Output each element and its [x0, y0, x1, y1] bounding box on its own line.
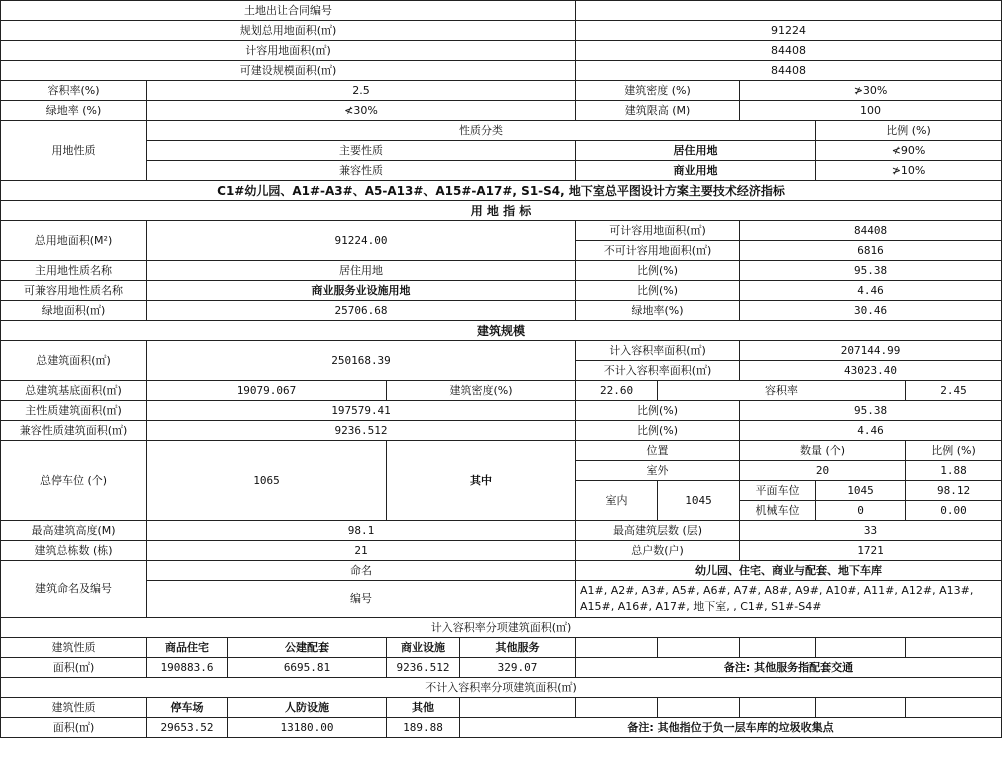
parking-mech-count: 0 [816, 501, 906, 521]
nonfar-breakdown-value: 189.88 [387, 718, 460, 738]
far-breakdown-col: 商品住宅 [147, 638, 228, 658]
parking-position-label: 位置 [576, 441, 740, 461]
main-nature-ratio: ≮90% [816, 141, 1002, 161]
parking-outdoor-ratio: 1.88 [906, 461, 1002, 481]
far-value: 2.5 [147, 81, 576, 101]
far-breakdown-value: 190883.6 [147, 658, 228, 678]
far-breakdown-value: 329.07 [460, 658, 576, 678]
compat-use-ratio-label: 比例(%) [576, 281, 740, 301]
table-row [1, 81, 1002, 101]
households-value: 1721 [740, 541, 1002, 561]
density-value: ≯30% [740, 81, 1002, 101]
max-floors-label: 最高建筑层数 (层) [576, 521, 740, 541]
green-rate-value: 30.46 [740, 301, 1002, 321]
table-row [1, 1, 1002, 21]
empty-cell [576, 638, 658, 658]
far-area-label: 计入容积率面积(㎡) [576, 341, 740, 361]
nonfar-breakdown-area-label: 面积(㎡) [1, 718, 147, 738]
countable-area-label: 可计容用地面积(㎡) [576, 221, 740, 241]
building-total-area-value: 250168.39 [147, 341, 576, 381]
compat-area-value: 9236.512 [147, 421, 576, 441]
total-buildings-value: 21 [147, 541, 576, 561]
nonfar-breakdown-col: 人防设施 [228, 698, 387, 718]
far-breakdown-col: 商业设施 [387, 638, 460, 658]
nonfar-breakdown-title: 不计入容积率分项建筑面积(㎡) [1, 678, 1002, 698]
parking-label: 总停车位 (个) [1, 441, 147, 521]
table-row [1, 401, 1002, 421]
main-use-label: 主用地性质名称 [1, 261, 147, 281]
parking-surface-ratio: 98.12 [906, 481, 1002, 501]
compat-use-value: 商业服务业设施用地 [147, 281, 576, 301]
table-row [1, 281, 1002, 301]
table-row [1, 41, 1002, 61]
far-breakdown-col: 公建配套 [228, 638, 387, 658]
main-area-ratio: 95.38 [740, 401, 1002, 421]
compat-area-ratio: 4.46 [740, 421, 1002, 441]
table-row [1, 161, 1002, 181]
total-buildings-label: 建筑总栋数 (栋) [1, 541, 147, 561]
table-row [1, 421, 1002, 441]
empty-cell [740, 638, 816, 658]
table-row [1, 658, 1002, 678]
code-label: 编号 [147, 581, 576, 618]
code-value: A1#, A2#, A3#, A5#, A6#, A7#, A8#, A9#, A10#, A11#, A12#, A13#, A15#, A16#, A17#, 地下室, , C1#, S1#-S4# [576, 581, 1002, 618]
table-row [1, 441, 1002, 461]
site-total-area-label: 总用地面积(M²) [1, 221, 147, 261]
table-row [1, 21, 1002, 41]
far-breakdown-nature-label: 建筑性质 [1, 638, 147, 658]
contract-no-value [576, 1, 1002, 21]
table-row [1, 141, 1002, 161]
empty-cell [906, 698, 1002, 718]
parking-indoor-label: 室内 [576, 481, 658, 521]
main-nature-label: 主要性质 [147, 141, 576, 161]
parking-outdoor-label: 室外 [576, 461, 740, 481]
far-area-value: 207144.99 [740, 341, 1002, 361]
main-nature-value: 居住用地 [576, 141, 816, 161]
far-breakdown-value: 9236.512 [387, 658, 460, 678]
far-breakdown-note: 备注: 其他服务指配套交通 [576, 658, 1002, 678]
far-breakdown-col: 其他服务 [460, 638, 576, 658]
nonfar-area-label: 不计入容积率面积(㎡) [576, 361, 740, 381]
ratio-label: 比例 (%) [816, 121, 1002, 141]
households-label: 总户数(户) [576, 541, 740, 561]
table-row [1, 201, 1002, 221]
building-density-label: 建筑密度(%) [387, 381, 576, 401]
table-row [1, 618, 1002, 638]
compat-use-label: 可兼容用地性质名称 [1, 281, 147, 301]
land-use-label: 用地性质 [1, 121, 147, 181]
parking-surface-count: 1045 [816, 481, 906, 501]
green-area-label: 绿地面积(㎡) [1, 301, 147, 321]
main-use-value: 居住用地 [147, 261, 576, 281]
table-row [1, 521, 1002, 541]
page-title: C1#幼儿园、A1#-A3#、A5-A13#、A15#-A17#, S1-S4, 地下室总平图设计方案主要技术经济指标 [1, 181, 1002, 201]
table-row [1, 261, 1002, 281]
building-total-area-label: 总建筑面积(㎡) [1, 341, 147, 381]
buildable-scale-value: 84408 [576, 61, 1002, 81]
nonfar-breakdown-note: 备注: 其他指位于负一层车库的垃圾收集点 [460, 718, 1002, 738]
green-label: 绿地率 (%) [1, 101, 147, 121]
buildable-scale-label: 可建设规模面积(㎡) [1, 61, 576, 81]
table-row [1, 698, 1002, 718]
main-area-label: 主性质建筑面积(㎡) [1, 401, 147, 421]
compat-nature-ratio: ≯10% [816, 161, 1002, 181]
green-rate-label: 绿地率(%) [576, 301, 740, 321]
compat-use-ratio: 4.46 [740, 281, 1002, 301]
far-breakdown-title: 计入容积率分项建筑面积(㎡) [1, 618, 1002, 638]
compat-area-label: 兼容性质建筑面积(㎡) [1, 421, 147, 441]
height-value: 100 [740, 101, 1002, 121]
parking-ratio-label: 比例 (%) [906, 441, 1002, 461]
parking-mech-label: 机械车位 [740, 501, 816, 521]
empty-cell [658, 638, 740, 658]
density-label: 建筑密度 (%) [576, 81, 740, 101]
table-row [1, 381, 1002, 401]
max-floors-value: 33 [740, 521, 1002, 541]
noncountable-area-label: 不可计容用地面积(㎡) [576, 241, 740, 261]
table-row [1, 638, 1002, 658]
nonfar-area-value: 43023.40 [740, 361, 1002, 381]
footprint-label: 总建筑基底面积(㎡) [1, 381, 147, 401]
building-far-value: 2.45 [906, 381, 1002, 401]
noncountable-area-value: 6816 [740, 241, 1002, 261]
site-total-area-value: 91224.00 [147, 221, 576, 261]
empty-cell [658, 698, 740, 718]
table-row [1, 341, 1002, 361]
table-row [1, 221, 1002, 241]
table-row [1, 121, 1002, 141]
max-height-value: 98.1 [147, 521, 576, 541]
compat-nature-label: 兼容性质 [147, 161, 576, 181]
parking-count-label: 数量 (个) [740, 441, 906, 461]
compat-nature-value: 商业用地 [576, 161, 816, 181]
building-density-value: 22.60 [576, 381, 658, 401]
empty-cell [816, 698, 906, 718]
table-row [1, 678, 1002, 698]
footprint-value: 19079.067 [147, 381, 387, 401]
table-row [1, 718, 1002, 738]
empty-cell [816, 638, 906, 658]
planned-total-area-value: 91224 [576, 21, 1002, 41]
max-height-label: 最高建筑高度(M) [1, 521, 147, 541]
table-row [1, 61, 1002, 81]
green-value: ≮30% [147, 101, 576, 121]
main-use-ratio-label: 比例(%) [576, 261, 740, 281]
far-land-area-value: 84408 [576, 41, 1002, 61]
empty-cell [576, 698, 658, 718]
main-use-ratio: 95.38 [740, 261, 1002, 281]
name-value: 幼儿园、住宅、商业与配套、地下车库 [576, 561, 1002, 581]
parking-surface-label: 平面车位 [740, 481, 816, 501]
naming-label: 建筑命名及编号 [1, 561, 147, 618]
table-row [1, 301, 1002, 321]
table-row [1, 321, 1002, 341]
table-row [1, 541, 1002, 561]
far-breakdown-value: 6695.81 [228, 658, 387, 678]
far-land-area-label: 计容用地面积(㎡) [1, 41, 576, 61]
nonfar-breakdown-value: 13180.00 [228, 718, 387, 738]
parking-outdoor-count: 20 [740, 461, 906, 481]
table-row [1, 581, 1002, 618]
planned-total-area-label: 规划总用地面积(㎡) [1, 21, 576, 41]
height-label: 建筑限高 (M) [576, 101, 740, 121]
empty-cell [906, 638, 1002, 658]
main-area-value: 197579.41 [147, 401, 576, 421]
nonfar-breakdown-value: 29653.52 [147, 718, 228, 738]
contract-no-label: 土地出让合同编号 [1, 1, 576, 21]
green-area-value: 25706.68 [147, 301, 576, 321]
empty-cell [740, 698, 816, 718]
compat-area-ratio-label: 比例(%) [576, 421, 740, 441]
nonfar-breakdown-col: 停车场 [147, 698, 228, 718]
table-row [1, 101, 1002, 121]
name-label: 命名 [147, 561, 576, 581]
table-row [1, 181, 1002, 201]
nonfar-breakdown-nature-label: 建筑性质 [1, 698, 147, 718]
far-breakdown-area-label: 面积(㎡) [1, 658, 147, 678]
nonfar-breakdown-col: 其他 [387, 698, 460, 718]
table-row [1, 561, 1002, 581]
far-label: 容积率(%) [1, 81, 147, 101]
building-section-title: 建筑规模 [1, 321, 1002, 341]
site-section-title: 用 地 指 标 [1, 201, 1002, 221]
main-area-ratio-label: 比例(%) [576, 401, 740, 421]
countable-area-value: 84408 [740, 221, 1002, 241]
parking-total: 1065 [147, 441, 387, 521]
class-label: 性质分类 [147, 121, 816, 141]
empty-cell [460, 698, 576, 718]
parking-indoor-count: 1045 [658, 481, 740, 521]
building-far-label: 容积率 [658, 381, 906, 401]
parking-mech-ratio: 0.00 [906, 501, 1002, 521]
parking-of-which: 其中 [387, 441, 576, 521]
